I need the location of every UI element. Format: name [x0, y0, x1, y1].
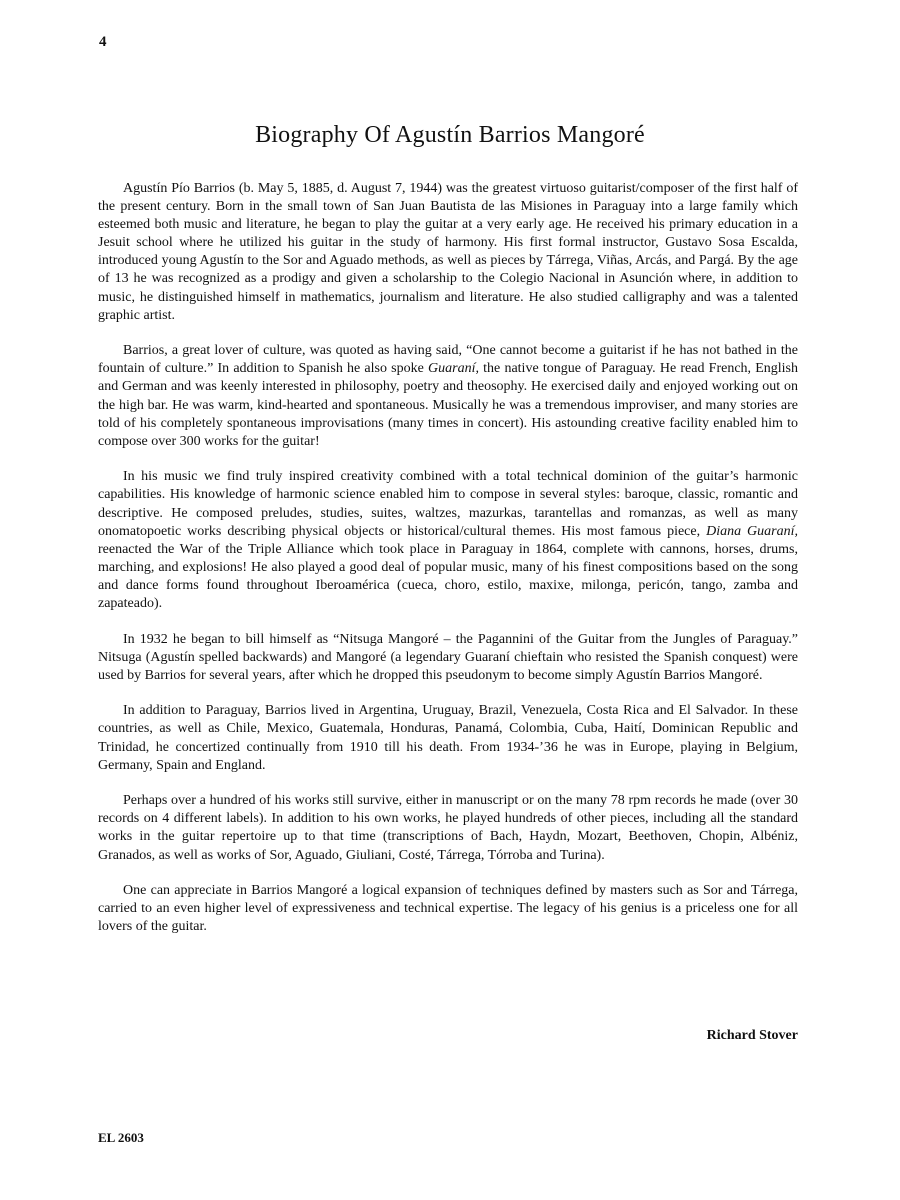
- author-signature: Richard Stover: [706, 1028, 798, 1043]
- paragraph-text: Agustín Pío Barrios (b. May 5, 1885, d. August 7, 1944) was the greatest virtuoso guitarist/composer of the first half of the present century. Born in the small town of San Juan Bautista de las Misiones in Paraguay into a large family which esteemed both music and literature, he began to play the guitar at a very early age. He received his primary education in a Jesuit school where he utilized his guitar in the study of harmony. His first formal instructor, Gustavo Sosa Escalda, introduced young Agustín to the Sor and Aguado methods, as well as pieces by Tárrega, Viñas, Arcás, and Pargá. By the age of 13 he was recognized as a prodigy and given a scholarship to the Colegio Nacional in Asunción where, in addition to music, he distinguished himself in mathematics, journalism and literature. He also studied calligraphy and was a talented graphic artist.: [98, 181, 798, 323]
- paragraph-2: [98, 342, 798, 451]
- paragraph-5: [98, 702, 798, 774]
- paragraph-7: [98, 882, 798, 936]
- paragraph-text: One can appreciate in Barrios Mangoré a logical expansion of techniques defined by masters such as Sor and Tárrega, carried to an even higher level of expressiveness and technical expertise. The legacy of his genius is a priceless one for all lovers of the guitar.: [98, 883, 798, 935]
- paragraph-6: [98, 792, 798, 864]
- biography-body: [98, 180, 798, 954]
- paragraph-text: Barrios, a great lover of culture, was quoted as having said, “One cannot become a guitarist if he has not bathed in the fountain of culture.” In addition to Spanish he also spoke: [98, 343, 798, 377]
- paragraph-text: the native tongue of Paraguay. He read French, English and German and was keenly interested in philosophy, poetry and theosophy. He exercised daily and enjoyed working out on the high bar. He was warm, kind-hearted and spontaneous. Musically he was a tremendous improviser, and many stories are told of his completely spontaneous improvisations (many times in concert). His astounding creative facility enabled him to compose over 300 works for the guitar!: [98, 361, 799, 449]
- paragraph-text: In addition to Paraguay, Barrios lived in Argentina, Uruguay, Brazil, Venezuela, Costa Rica and El Salvador. In these countries, as well as Chile, Mexico, Guatemala, Honduras, Panamá, Colombia, Cuba, Haití, Dominican Republic and Trinidad, he concertized continually from 1910 till his death. From 1934-’36 he was in Europe, playing in Belgium, Germany, Spain and England.: [98, 703, 798, 773]
- italic-term: Diana Guaraní,: [706, 523, 798, 539]
- paragraph-3: [98, 468, 798, 613]
- paragraph-text: In 1932 he began to bill himself as “Nitsuga Mangoré – the Pagannini of the Guitar from the Jungles of Paraguay.” Nitsuga (Agustín spelled backwards) and Mangoré (a legendary Guaraní chieftain who resisted the Spanish conquest) were used by Barrios for several years, after which he dropped this pseudonym to become simply Agustín Barrios Mangoré.: [98, 631, 798, 683]
- paragraph-text: Perhaps over a hundred of his works still survive, either in manuscript or on the many 78 rpm records he made (over 30 records on 4 different labels). In addition to his own works, he played hundreds of other pieces, including all the standard works in the guitar repertoire up to that time (transcriptions of Bach, Haydn, Mozart, Beethoven, Chopin, Albéniz, Granados, as well as works of Sor, Aguado, Giuliani, Costé, Tárrega, Tórroba and Turina).: [98, 793, 798, 863]
- page-number: 4: [99, 34, 107, 50]
- paragraph-text: In his music we find truly inspired creativity combined with a total technical dominion of the guitar’s harmonic capabilities. His knowledge of harmonic science enabled him to compose in several styles: baroque, classic, romantic and descriptive. He composed preludes, studies, suites, waltzes, mazurkas, tarantellas and romanzas, as well as many onomatopoetic works describing physical objects or historical/cultural themes. His most famous piece,: [98, 469, 798, 539]
- italic-term: Guaraní,: [428, 361, 479, 377]
- page-title: Biography Of Agustín Barrios Mangoré: [255, 122, 645, 148]
- paragraph-4: [98, 631, 798, 685]
- catalog-code: EL 2603: [98, 1130, 144, 1145]
- paragraph-text: reenacted the War of the Triple Alliance which took place in Paraguay in 1864, complete with cannons, horses, drums, marching, and explosions! He also played a good deal of popular music, many of his finest compositions based on the song and dance forms found throughout Iberoamérica (cueca, choro, estilo, maxixe, milonga, pericón, tango, zamba and zapateado).: [98, 541, 798, 611]
- paragraph-1: [98, 180, 798, 325]
